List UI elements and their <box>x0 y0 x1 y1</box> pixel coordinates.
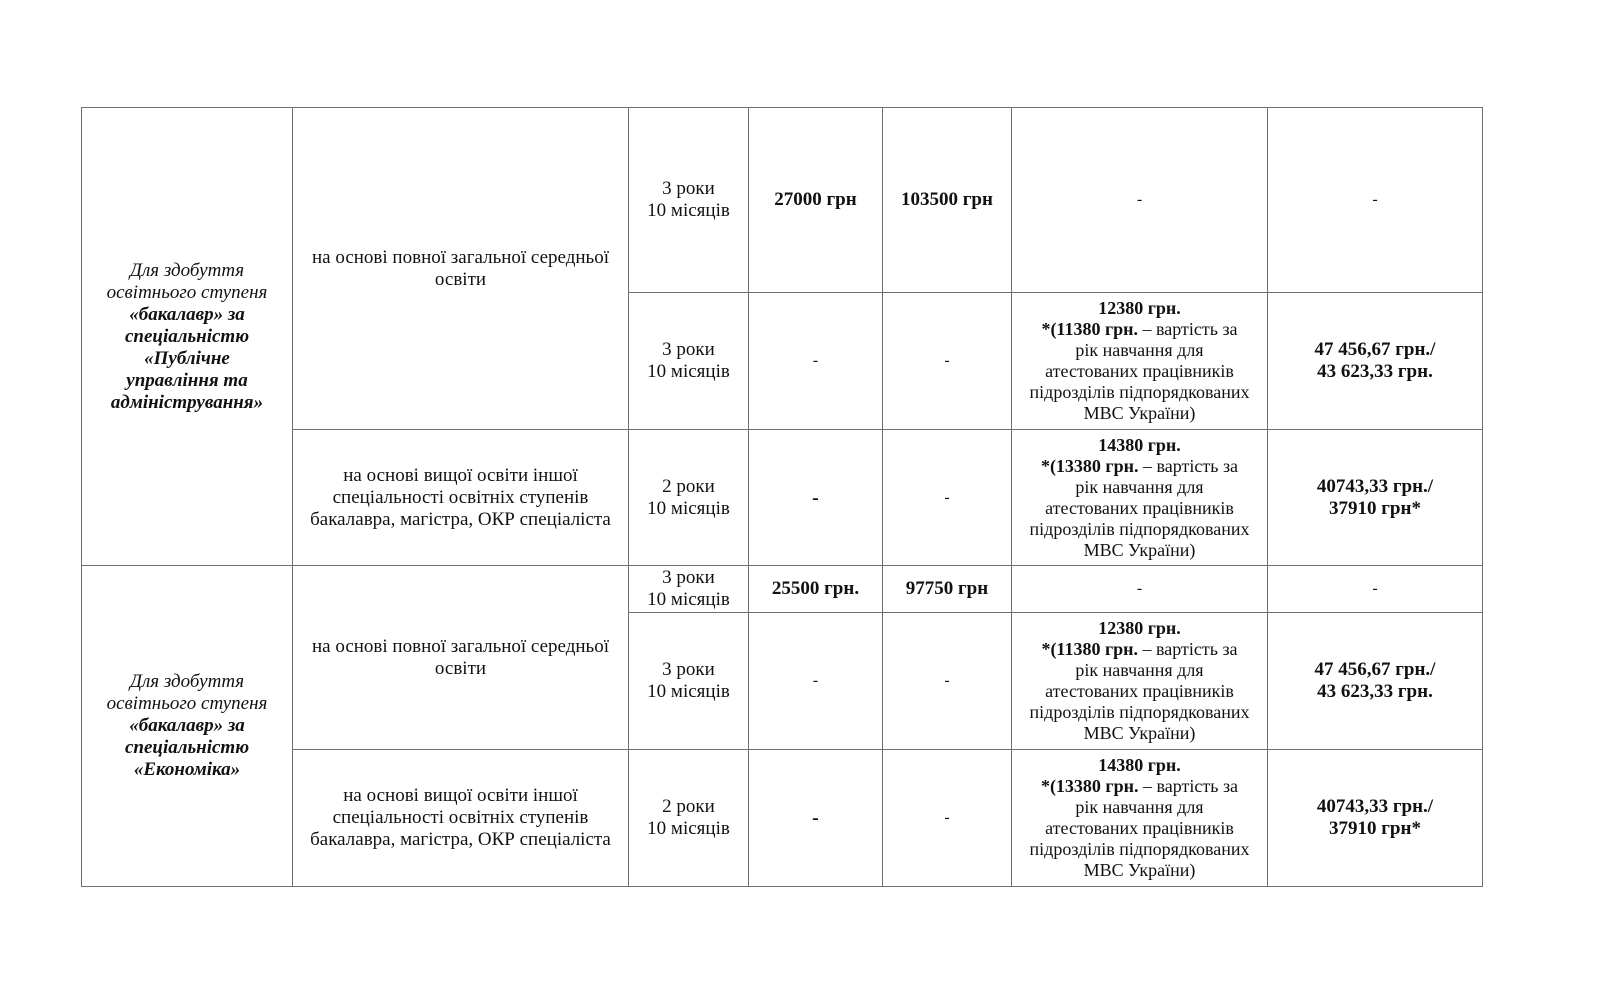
total-fee-cell: - <box>883 430 1012 566</box>
duration-cell: 3 роки 10 місяців <box>629 566 749 613</box>
parttime-annual-fee-cell: 12380 грн. *(11380 грн. – вартість за рік навчання для атестованих працівників підрозділів підпорядкованих МВС України) <box>1012 293 1268 430</box>
table-row <box>82 750 1483 887</box>
parttime-total-fee-cell: 47 456,67 грн./ 43 623,33 грн. <box>1268 613 1483 750</box>
parttime-total-fee-cell: 47 456,67 грн./ 43 623,33 грн. <box>1268 293 1483 430</box>
tuition-fee-table <box>81 107 1483 887</box>
parttime-annual-fee-cell: 12380 грн. *(11380 грн. – вартість за рік навчання для атестованих працівників підрозділів підпорядкованих МВС України) <box>1012 613 1268 750</box>
total-fee-cell: 103500 грн <box>883 108 1012 293</box>
total-fee-cell: - <box>883 613 1012 750</box>
annual-fee-cell: 25500 грн. <box>749 566 883 613</box>
duration-cell: 2 роки 10 місяців <box>629 430 749 566</box>
duration-cell: 3 роки 10 місяців <box>629 108 749 293</box>
program-cell: Для здобуття освітнього ступеня «бакалавр» за спеціальністю «Публічне управління та адміністрування» <box>82 108 293 566</box>
program-cell: Для здобуття освітнього ступеня «бакалавр» за спеціальністю «Економіка» <box>82 566 293 887</box>
parttime-total-fee-cell: - <box>1268 566 1483 613</box>
total-fee-cell: 97750 грн <box>883 566 1012 613</box>
duration-cell: 2 роки 10 місяців <box>629 750 749 887</box>
table-row <box>82 566 1483 613</box>
total-fee-cell: - <box>883 750 1012 887</box>
duration-cell: 3 роки 10 місяців <box>629 613 749 750</box>
table-row <box>82 108 1483 293</box>
parttime-total-fee-cell: 40743,33 грн./ 37910 грн* <box>1268 430 1483 566</box>
parttime-total-fee-cell: - <box>1268 108 1483 293</box>
parttime-annual-fee-cell: 14380 грн. *(13380 грн. – вартість за рік навчання для атестованих працівників підрозділів підпорядкованих МВС України) <box>1012 430 1268 566</box>
admission-basis-cell: на основі повної загальної середньої освіти <box>293 108 629 430</box>
admission-basis-cell: на основі вищої освіти іншої спеціальності освітніх ступенів бакалавра, магістра, ОКР спеціаліста <box>293 430 629 566</box>
parttime-annual-fee-cell: - <box>1012 108 1268 293</box>
annual-fee-cell: - <box>749 293 883 430</box>
parttime-annual-fee-cell: 14380 грн. *(13380 грн. – вартість за рік навчання для атестованих працівників підрозділів підпорядкованих МВС України) <box>1012 750 1268 887</box>
annual-fee-cell: 27000 грн <box>749 108 883 293</box>
table-row <box>82 430 1483 566</box>
admission-basis-cell: на основі повної загальної середньої освіти <box>293 566 629 750</box>
parttime-annual-fee-cell: - <box>1012 566 1268 613</box>
admission-basis-cell: на основі вищої освіти іншої спеціальності освітніх ступенів бакалавра, магістра, ОКР спеціаліста <box>293 750 629 887</box>
annual-fee-cell: - <box>749 750 883 887</box>
annual-fee-cell: - <box>749 430 883 566</box>
total-fee-cell: - <box>883 293 1012 430</box>
duration-cell: 3 роки 10 місяців <box>629 293 749 430</box>
parttime-total-fee-cell: 40743,33 грн./ 37910 грн* <box>1268 750 1483 887</box>
annual-fee-cell: - <box>749 613 883 750</box>
